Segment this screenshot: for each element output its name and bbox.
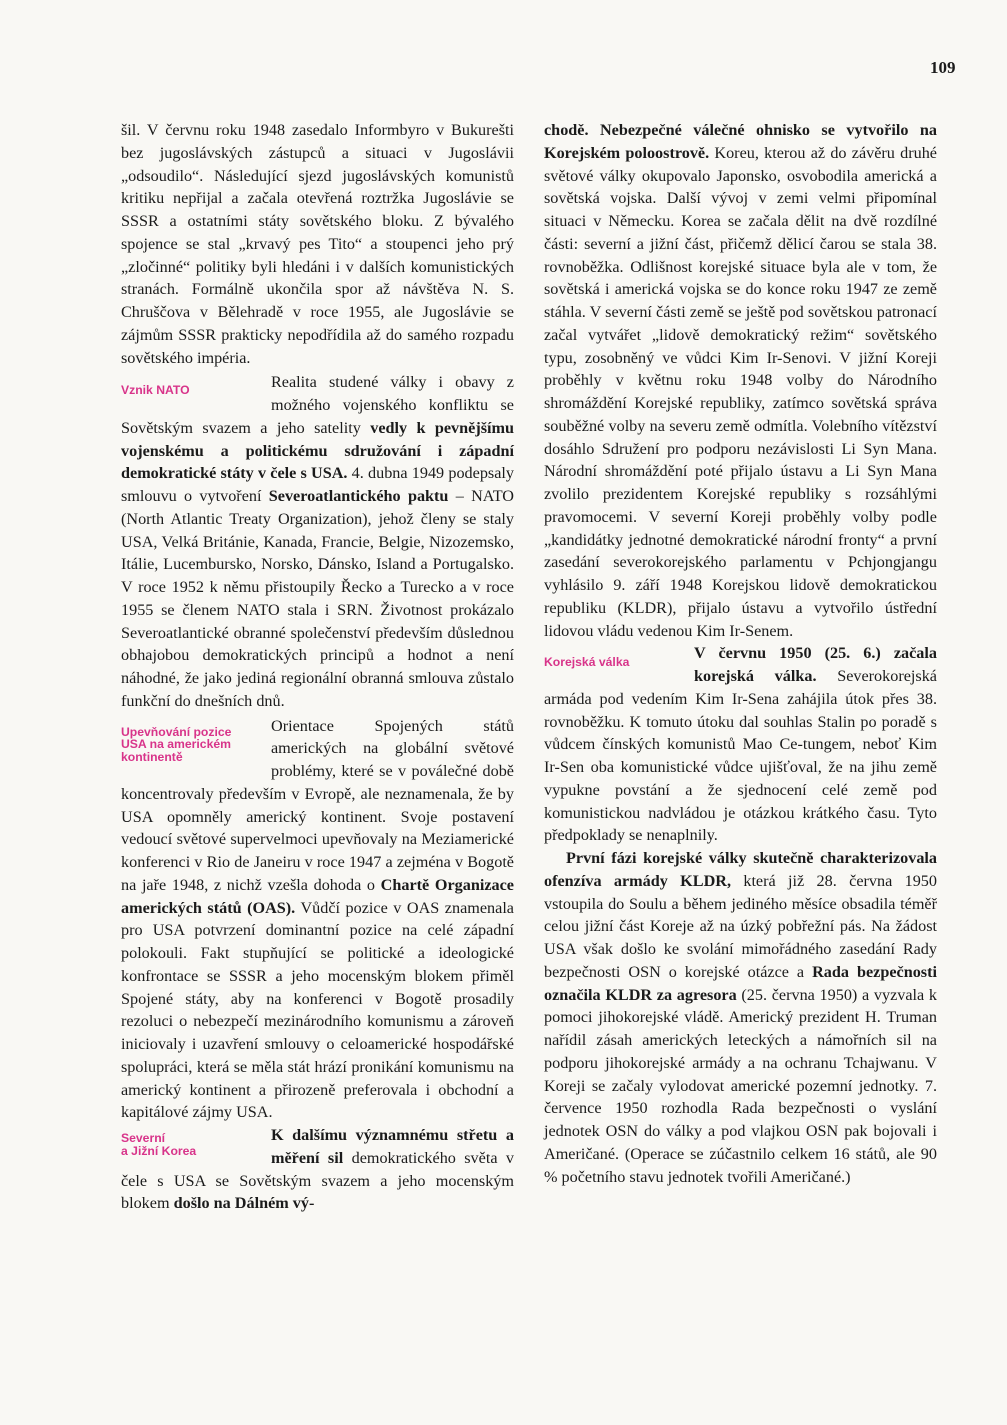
text-run: Orientace Spojených států amerických na globální světové problémy, které se v poválečné době koncentrovaly především v Evropě, ale neznamenala, že by USA opomněly americký kontinent. Svoje postavení vedoucí světové supervelmoci upevňovaly na Meziamerické konferenci v Rio de Janeiru v roce 1947 a zejména v Bogotě na jaře 1948, z nichž vzešla dohoda o [121,716,514,894]
sidenote-line: Vznik NATO [121,383,190,398]
text-run: Koreu, kterou až do závěru druhé světové války okupovalo Japonsko, osvobodila americká a sovětská vojska. Další vývoj v zemi velmi připomínal situaci v Německu. Korea se začala dělit na dvě rozdílné části: severní a jižní část, přičemž dělicí čarou se stala 38. rovnoběžka. Odlišnost korejské situace byla ale v tom, že sovětská i americká vojska se do konce roku 1947 ze země stáhla. V severní části země se ještě pod sovětskou patronací začal vytvářet „lidově demokratický režim“ sovětského typu, zosobněný ve vůdci Kim Ir-Senovi. V jižní Koreji proběhly v květnu roku 1948 volby do Národního shromáždění Korejské republiky, zatímco sovětská správa souběžné volby na severu země odmítla. Volebního vítězství dosáhlo Sdružení pro podporu nezávislosti Li Syn Mana. Národní shromáždění poté přijalo ústavu a Li Syn Mana zvolilo prezidentem Korejské republiky s rozsáhlými pravomocemi. V severní Koreji proběhly volby podle „kandidátky jednotné demokratické národní fronty“ a první zasedání severokorejského parlamentu v Pchjongjangu vyhlásilo 9. září 1948 Korejskou lidově demokratickou republiku (KLDR), přijalo ústavu a vytvořilo ústřední lidovou vládu vedenou Kim Ir-Senem. [544,143,937,640]
paragraph-nato [121,371,514,712]
emphasis: V červnu 1950 (25. 6.) začala korejská válka. [694,644,937,685]
right-column [544,119,937,1188]
text-run: demokratického světa v čele s USA se Sovětským svazem a jeho mocenským blokem [121,1148,514,1213]
sidenote-line: a Jižní Korea [121,1143,197,1158]
text-run: Severokorejská armáda pod vedením Kim Ir-Sena zahájila útok přes 38. rovnoběžku. K tomuto útoku dal souhlas Stalin po poradě s vůdcem čínských komunistů Mao Ce-tungem, neboť Kim Ir-Sen oba komunistické vůdce ujišťoval, že na jihu země vypukne povstání a že sjednocení celé země pod komunistickou nadvládou je otázkou krátkého času. Tyto předpoklady se nenaplnily. [544,667,937,845]
sidenote-severni-jizni-korea [121,1132,267,1157]
emphasis: Chartě Organizace amerických států (OAS). [121,875,514,917]
emphasis: chodě. Nebezpečné válečné ohnisko se vytvořilo na Korejském poloostrově. [544,121,937,162]
text-run: Vůdčí pozice v OAS znamenala pro USA potvrzení dominantní pozice na celé západní polokouli. Fakt stupňující se politické a ideologické konfrontace se SSSR a jeho mocenským blokem přiměl Spojené státy, aby na konferenci v Bogotě prosadily rezoluci o nebezpečí mezinárodního komunismu a zároveň iniciovaly i uzavření smlouvy o celoamerické hospodářské spolupráci, která se měla stát hrází pronikání komunismu na americký kontinent a přirozeně preferovala i obchodní a kapitálové zájmy USA. [121,898,514,1122]
text-run: – NATO (North Atlantic Treaty Organization), jehož členy se staly USA, Velká Británie, Kanada, Francie, Belgie, Nizozemsko, Itálie, Lucembursko, Norsko, Dánsko, Island a Portugalsko. V roce 1952 k němu přistoupily Řecko a Turecko a v roce 1955 se členem NATO stala i SRN. Životnost prokázalo Severoatlantické obranné společenství především důslednou obhajobou demokratických principů a hodnot a není náhodné, že jako jediná regionální obranná smlouva zůstalo funkční do dnešních dnů. [121,487,514,710]
text-run: která již 28. června 1950 vstoupila do Soulu a během jediného měsíce obsadila téměř celou jižní část Koreje až na úzký pobřežní pás. Na žádost USA však došlo ke svolání mimořádného zasedání Rady bezpečnosti OSN o korejské otázce a [544,871,937,981]
sidenote-vznik-nato [121,384,267,397]
paragraph-korean-war-start [544,642,937,847]
sidenote-line: USA na americkém [121,737,231,751]
emphasis: vedly k pevnějšímu vojenskému a politickému sdružování i západní demokratické státy v čele s USA. [121,418,515,483]
paragraph-dalny-vychod [121,1124,514,1215]
emphasis: Rada bezpečnosti označila KLDR za agresora [544,962,937,1004]
text-run: 4. dubna 1949 podepsaly smlouvu o vytvoření [121,464,514,505]
paragraph-oas [121,715,514,1125]
sidenote-line: Upevňování pozice [121,724,232,739]
emphasis: K dalšímu významnému střetu a měření sil [271,1126,514,1167]
emphasis: došlo na Dálném vý- [173,1194,315,1213]
left-column [121,119,514,1215]
paragraph-first-phase [544,847,937,1188]
paragraph-informbyro: šil. V červnu roku 1948 zasedalo Informbyro v Bukurešti bez jugoslávských zástupců a situaci v Jugoslávii „odsoudilo“. Následující sjezd jugoslávských komunistů kritiku nepřijal a začala otevřená roztržka Jugoslávie se SSSR a ostatními státy sovětského bloku. Z bývalého spojence se stal „krvavý pes Tito“ a stoupenci jeho prý „zločinné“ politiky byli hledáni i v dalších komunistických stranách. Formálně ukončila spor až návštěva N. S. Chruščova v Bělehradě v roce 1955, ale Jugoslávie se zájmům SSSR prakticky nepodřídila až do samého rozpadu sovětského impéria. [121,121,514,367]
sidenote-upevnovani [121,726,267,764]
sidenote-line: kontinentě [121,749,183,764]
page-number: 109 [930,58,956,77]
emphasis: Severoatlantického paktu [268,487,449,505]
paragraph-korea-division [544,119,937,642]
text-run: (25. června 1950) a vyzvala k pomoci jihokorejské vládě. Americký prezident H. Truman nařídil zásah amerických leteckých a námořních sil na podporu jihokorejské armády a na ochranu Tchajwanu. V Koreji se začaly vylodovat americké pozemní jednotky. 7. července 1950 rozhodla Rada bezpečnosti o vyslání jednotek OSN do války a pod vlajkou OSN pak bojovali i Američané. (Operace se zúčastnilo celkem 16 států, ale 90 % početního stavu jednotek tvořili Američané.) [544,985,937,1186]
text-run: Realita studené války i obavy z možného vojenského konfliktu se Sovětským svazem a jeho satelity [121,373,514,437]
emphasis: První fázi korejské války skutečně charakterizovala ofenzíva armády KLDR, [544,849,937,890]
sidenote-korejska-valka [544,656,690,669]
sidenote-line: Korejská válka [544,655,630,670]
sidenote-line: Severní [121,1131,166,1145]
